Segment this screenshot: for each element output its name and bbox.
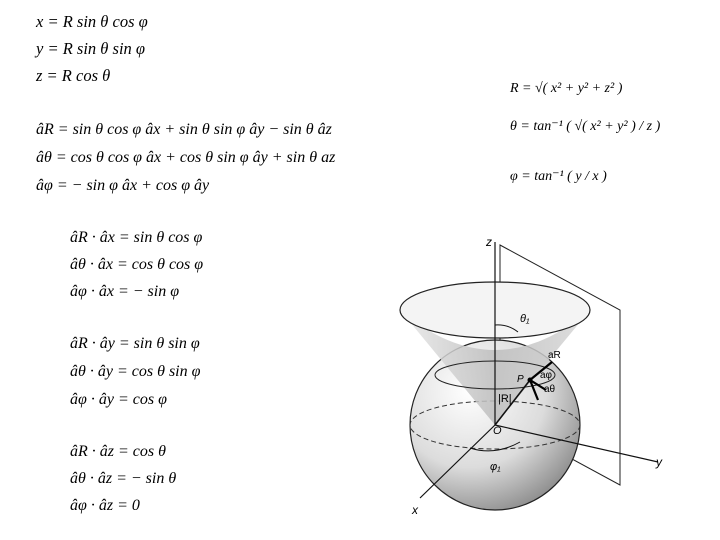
- eq-R-inverse: R = √( x² + y² + z² ): [510, 81, 623, 96]
- dot-aphi-ax: âφ · âx = − sin φ: [70, 283, 180, 300]
- dot-atheta-az: âθ · âz = − sin θ: [70, 470, 177, 487]
- label-O: O: [493, 425, 502, 437]
- label-aR: aR: [548, 350, 561, 361]
- eq-phi-inverse: φ = tan⁻¹ ( y / x ): [510, 169, 607, 184]
- eq-z: z = R cos θ: [36, 66, 111, 85]
- dot-aR-az: âR · âz = cos θ: [70, 443, 166, 460]
- label-z: z: [486, 235, 492, 249]
- eq-x: x = R sin θ cos φ: [36, 12, 148, 31]
- spherical-coordinates-figure: [390, 230, 690, 530]
- label-atheta: aθ: [544, 384, 556, 395]
- eq-theta-inverse: θ = tan⁻¹ ( √( x² + y² ) / z ): [510, 119, 661, 134]
- dot-aphi-ay: âφ · ây = cos φ: [70, 391, 167, 408]
- dot-atheta-ax: âθ · âx = cos θ cos φ: [70, 256, 204, 273]
- label-P: P: [517, 374, 524, 385]
- dot-aR-ax: âR · âx = sin θ cos φ: [70, 229, 203, 246]
- eq-aR: âR = sin θ cos φ âx + sin θ sin φ ây − sin θ âz: [36, 121, 332, 138]
- dot-atheta-ay: âθ · ây = cos θ sin φ: [70, 363, 201, 380]
- label-x: x: [412, 503, 418, 517]
- label-y: y: [656, 455, 662, 469]
- dot-aR-ay: âR · ây = sin θ sin φ: [70, 335, 200, 352]
- eq-y: y = R sin θ sin φ: [36, 39, 146, 58]
- point-P: [528, 378, 533, 383]
- label-R: |R|: [498, 393, 512, 405]
- dot-aphi-az: âφ · âz = 0: [70, 497, 140, 514]
- label-aphi: aφ: [540, 370, 553, 381]
- label-theta1: θ₁: [520, 313, 530, 325]
- eq-atheta: âθ = cos θ cos φ âx + cos θ sin φ ây + sin θ az: [36, 149, 336, 166]
- eq-aphi: âφ = − sin φ âx + cos φ ây: [36, 177, 210, 194]
- label-phi1: φ₁: [490, 461, 501, 473]
